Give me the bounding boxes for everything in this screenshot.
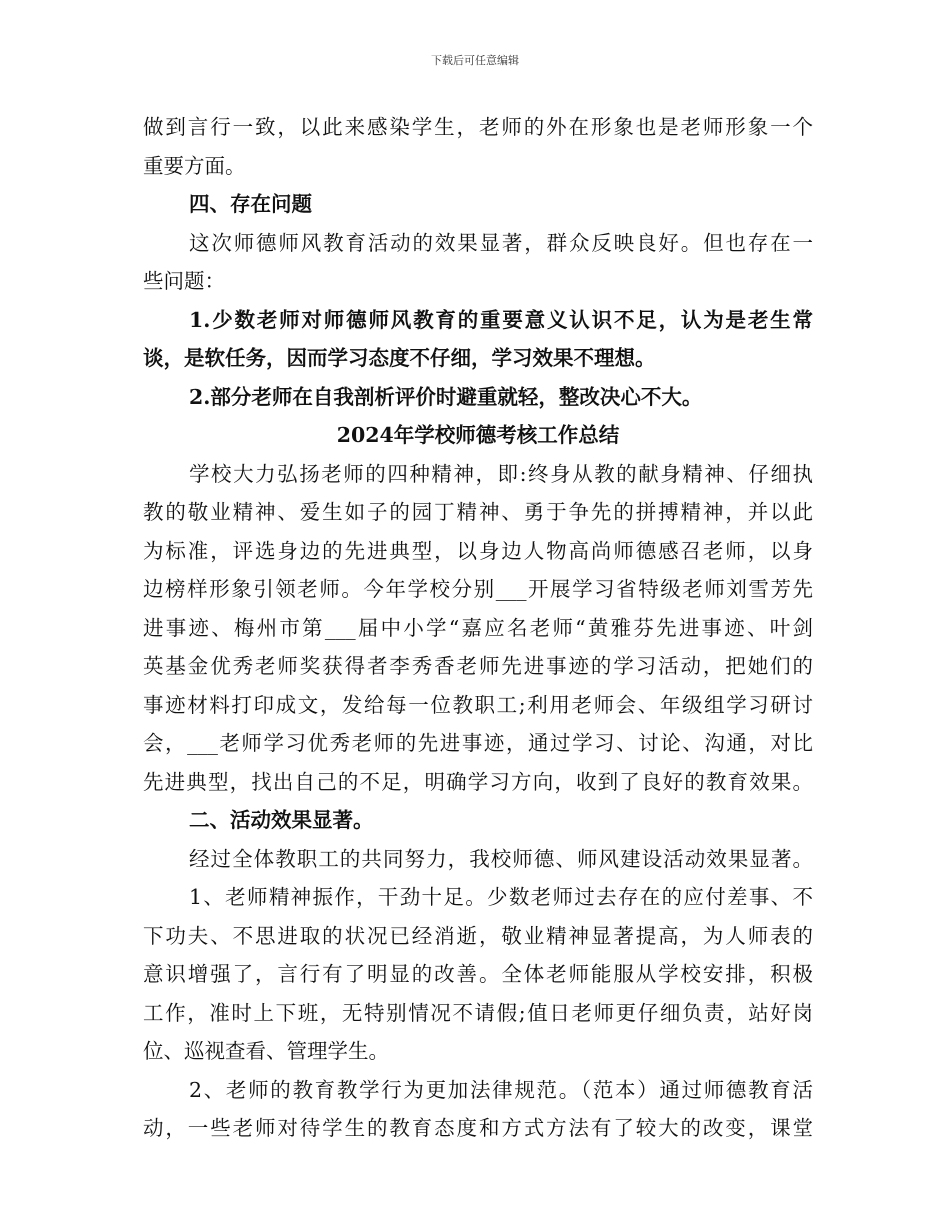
section-title: 2024年学校师德考核工作总结: [336, 423, 620, 447]
text-line: 2.部分老师在自我剖析评价时避重就轻，整改决心不大。: [189, 384, 703, 409]
text-line: 学校大力弘扬老师的四种精神，即:终身从教的献身精神、仔细执: [189, 461, 813, 486]
text-line: 2、老师的教育教学行为更加法律规范。（范本）通过师德教育活: [189, 1077, 813, 1102]
text-line: 为标准，评选身边的先进典型，以身边人物高尚师德感召老师，以身: [143, 538, 813, 563]
text-line: 1.少数老师对师德师风教育的重要意义认识不足，认为是老生常: [189, 307, 813, 332]
text-line: 先进典型，找出自己的不足，明确学习方向，收到了良好的教育效果。: [143, 769, 813, 794]
text-line: 进事迹、梅州市第___届中小学“嘉应名老师“黄雅芬先进事迹、叶剑: [143, 615, 813, 640]
text-line: 这次师德师风教育活动的效果显著，群众反映良好。但也存在一: [189, 230, 813, 255]
page-header: 下载后可任意编辑: [431, 54, 519, 67]
text-line: 位、巡视查看、管理学生。: [143, 1039, 389, 1063]
text-line: 动，一些老师对待学生的教育态度和方式方法有了较大的改变，课堂: [143, 1116, 813, 1140]
text-line: 二、活动效果显著。: [189, 808, 374, 832]
document-body: [143, 108, 813, 1148]
text-line: 些问题：: [143, 269, 225, 293]
text-line: 下功夫、不思进取的状况已经消逝，敬业精神显著提高，为人师表的: [143, 923, 813, 948]
text-line: 会，___老师学习优秀老师的先进事迹，通过学习、讨论、沟通，对比: [143, 731, 813, 755]
text-line: 四、存在问题: [189, 192, 312, 216]
text-line: 经过全体教职工的共同努力，我校师德、师风建设活动效果显著。: [189, 846, 813, 871]
text-line: 工作，准时上下班，无特别情况不请假;值日老师更仔细负责，站好岗: [143, 1000, 813, 1025]
text-line: 边榜样形象引领老师。今年学校分别___开展学习省特级老师刘雪芳先: [143, 577, 813, 601]
text-line: 英基金优秀老师奖获得者李秀香老师先进事迹的学习活动，把她们的: [143, 654, 813, 678]
text-line: 做到言行一致，以此来感染学生，老师的外在形象也是老师形象一个: [143, 115, 813, 139]
text-line: 意识增强了，言行有了明显的改善。全体老师能服从学校安排，积极: [143, 962, 813, 986]
text-line: 重要方面。: [143, 153, 246, 178]
text-line: 1、老师精神振作，干劲十足。少数老师过去存在的应付差事、不: [189, 885, 813, 909]
text-line: 教的敬业精神、爱生如子的园丁精神、勇于争先的拼搏精神，并以此: [143, 500, 813, 524]
text-line: 谈，是软任务，因而学习态度不仔细，学习效果不理想。: [143, 346, 656, 370]
text-line: 事迹材料打印成文，发给每一位教职工;利用老师会、年级组学习研讨: [143, 692, 813, 717]
